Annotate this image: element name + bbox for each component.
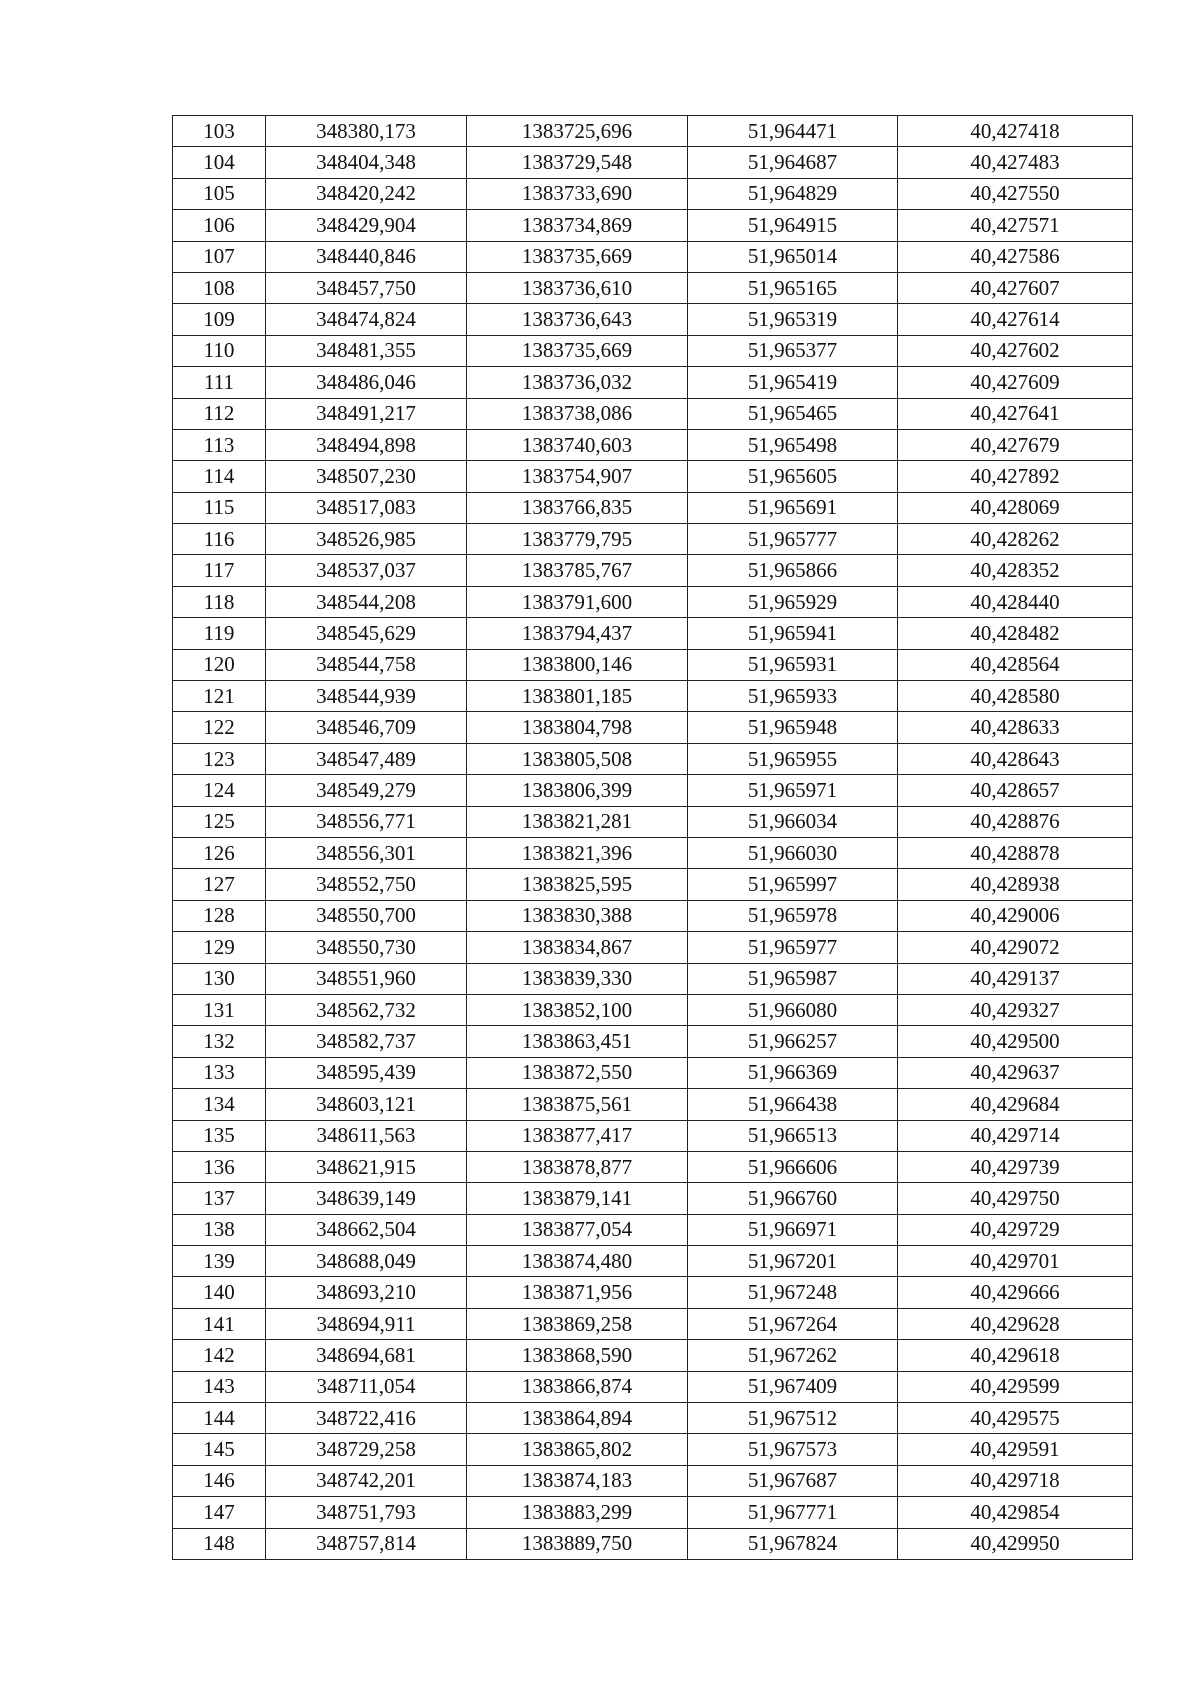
x-coordinate-cell: 348693,210 — [266, 1277, 467, 1308]
latitude-cell: 51,965319 — [688, 304, 898, 335]
y-coordinate-cell: 1383865,802 — [467, 1434, 688, 1465]
table-row — [173, 1120, 1133, 1151]
x-coordinate-cell: 348562,732 — [266, 994, 467, 1025]
table-row — [173, 1371, 1133, 1402]
y-coordinate-cell: 1383785,767 — [467, 555, 688, 586]
y-coordinate-cell: 1383779,795 — [467, 524, 688, 555]
longitude-cell: 40,429327 — [898, 994, 1133, 1025]
point-number-cell: 112 — [173, 398, 266, 429]
latitude-cell: 51,966369 — [688, 1057, 898, 1088]
x-coordinate-cell: 348481,355 — [266, 335, 467, 366]
longitude-cell: 40,427586 — [898, 241, 1133, 272]
point-number-cell: 117 — [173, 555, 266, 586]
longitude-cell: 40,429950 — [898, 1528, 1133, 1559]
y-coordinate-cell: 1383736,643 — [467, 304, 688, 335]
latitude-cell: 51,965929 — [688, 586, 898, 617]
latitude-cell: 51,967409 — [688, 1371, 898, 1402]
y-coordinate-cell: 1383825,595 — [467, 869, 688, 900]
x-coordinate-cell: 348662,504 — [266, 1214, 467, 1245]
latitude-cell: 51,967201 — [688, 1246, 898, 1277]
x-coordinate-cell: 348544,939 — [266, 681, 467, 712]
table-row — [173, 1434, 1133, 1465]
table-row — [173, 618, 1133, 649]
latitude-cell: 51,965948 — [688, 712, 898, 743]
point-number-cell: 141 — [173, 1308, 266, 1339]
longitude-cell: 40,429575 — [898, 1403, 1133, 1434]
y-coordinate-cell: 1383729,548 — [467, 147, 688, 178]
latitude-cell: 51,965777 — [688, 524, 898, 555]
latitude-cell: 51,965419 — [688, 367, 898, 398]
table-row — [173, 1057, 1133, 1088]
point-number-cell: 103 — [173, 116, 266, 147]
longitude-cell: 40,429072 — [898, 932, 1133, 963]
point-number-cell: 135 — [173, 1120, 266, 1151]
table-row — [173, 775, 1133, 806]
x-coordinate-cell: 348486,046 — [266, 367, 467, 398]
point-number-cell: 127 — [173, 869, 266, 900]
point-number-cell: 138 — [173, 1214, 266, 1245]
longitude-cell: 40,427483 — [898, 147, 1133, 178]
point-number-cell: 111 — [173, 367, 266, 398]
latitude-cell: 51,965498 — [688, 429, 898, 460]
y-coordinate-cell: 1383804,798 — [467, 712, 688, 743]
latitude-cell: 51,964687 — [688, 147, 898, 178]
latitude-cell: 51,964829 — [688, 178, 898, 209]
y-coordinate-cell: 1383863,451 — [467, 1026, 688, 1057]
longitude-cell: 40,429729 — [898, 1214, 1133, 1245]
point-number-cell: 119 — [173, 618, 266, 649]
point-number-cell: 126 — [173, 837, 266, 868]
x-coordinate-cell: 348611,563 — [266, 1120, 467, 1151]
table-row — [173, 1183, 1133, 1214]
latitude-cell: 51,965987 — [688, 963, 898, 994]
longitude-cell: 40,429628 — [898, 1308, 1133, 1339]
y-coordinate-cell: 1383725,696 — [467, 116, 688, 147]
longitude-cell: 40,428657 — [898, 775, 1133, 806]
table-row — [173, 555, 1133, 586]
table-row — [173, 869, 1133, 900]
latitude-cell: 51,966513 — [688, 1120, 898, 1151]
x-coordinate-cell: 348507,230 — [266, 461, 467, 492]
longitude-cell: 40,428564 — [898, 649, 1133, 680]
point-number-cell: 145 — [173, 1434, 266, 1465]
table-row — [173, 743, 1133, 774]
x-coordinate-cell: 348742,201 — [266, 1465, 467, 1496]
point-number-cell: 124 — [173, 775, 266, 806]
longitude-cell: 40,428938 — [898, 869, 1133, 900]
y-coordinate-cell: 1383736,032 — [467, 367, 688, 398]
y-coordinate-cell: 1383805,508 — [467, 743, 688, 774]
longitude-cell: 40,429714 — [898, 1120, 1133, 1151]
x-coordinate-cell: 348440,846 — [266, 241, 467, 272]
latitude-cell: 51,967771 — [688, 1497, 898, 1528]
x-coordinate-cell: 348688,049 — [266, 1246, 467, 1277]
point-number-cell: 114 — [173, 461, 266, 492]
x-coordinate-cell: 348757,814 — [266, 1528, 467, 1559]
point-number-cell: 136 — [173, 1151, 266, 1182]
y-coordinate-cell: 1383735,669 — [467, 335, 688, 366]
latitude-cell: 51,965997 — [688, 869, 898, 900]
longitude-cell: 40,427892 — [898, 461, 1133, 492]
y-coordinate-cell: 1383766,835 — [467, 492, 688, 523]
longitude-cell: 40,427571 — [898, 210, 1133, 241]
x-coordinate-cell: 348544,208 — [266, 586, 467, 617]
x-coordinate-cell: 348550,730 — [266, 932, 467, 963]
x-coordinate-cell: 348621,915 — [266, 1151, 467, 1182]
longitude-cell: 40,428352 — [898, 555, 1133, 586]
longitude-cell: 40,427609 — [898, 367, 1133, 398]
longitude-cell: 40,427614 — [898, 304, 1133, 335]
point-number-cell: 120 — [173, 649, 266, 680]
point-number-cell: 144 — [173, 1403, 266, 1434]
y-coordinate-cell: 1383875,561 — [467, 1089, 688, 1120]
x-coordinate-cell: 348556,771 — [266, 806, 467, 837]
table-row — [173, 1340, 1133, 1371]
longitude-cell: 40,429006 — [898, 900, 1133, 931]
y-coordinate-cell: 1383740,603 — [467, 429, 688, 460]
table-row — [173, 147, 1133, 178]
y-coordinate-cell: 1383874,480 — [467, 1246, 688, 1277]
x-coordinate-cell: 348545,629 — [266, 618, 467, 649]
longitude-cell: 40,427418 — [898, 116, 1133, 147]
point-number-cell: 115 — [173, 492, 266, 523]
point-number-cell: 104 — [173, 147, 266, 178]
longitude-cell: 40,429684 — [898, 1089, 1133, 1120]
table-row — [173, 1403, 1133, 1434]
table-row — [173, 1214, 1133, 1245]
y-coordinate-cell: 1383821,281 — [467, 806, 688, 837]
y-coordinate-cell: 1383871,956 — [467, 1277, 688, 1308]
table-row — [173, 272, 1133, 303]
point-number-cell: 134 — [173, 1089, 266, 1120]
point-number-cell: 125 — [173, 806, 266, 837]
x-coordinate-cell: 348552,750 — [266, 869, 467, 900]
point-number-cell: 139 — [173, 1246, 266, 1277]
point-number-cell: 123 — [173, 743, 266, 774]
y-coordinate-cell: 1383794,437 — [467, 618, 688, 649]
point-number-cell: 143 — [173, 1371, 266, 1402]
latitude-cell: 51,965014 — [688, 241, 898, 272]
point-number-cell: 113 — [173, 429, 266, 460]
coordinates-table — [172, 115, 1133, 1560]
latitude-cell: 51,965465 — [688, 398, 898, 429]
y-coordinate-cell: 1383889,750 — [467, 1528, 688, 1559]
longitude-cell: 40,429618 — [898, 1340, 1133, 1371]
y-coordinate-cell: 1383864,894 — [467, 1403, 688, 1434]
y-coordinate-cell: 1383735,669 — [467, 241, 688, 272]
longitude-cell: 40,428633 — [898, 712, 1133, 743]
latitude-cell: 51,966080 — [688, 994, 898, 1025]
longitude-cell: 40,428643 — [898, 743, 1133, 774]
latitude-cell: 51,965605 — [688, 461, 898, 492]
x-coordinate-cell: 348494,898 — [266, 429, 467, 460]
y-coordinate-cell: 1383754,907 — [467, 461, 688, 492]
table-row — [173, 335, 1133, 366]
latitude-cell: 51,967687 — [688, 1465, 898, 1496]
x-coordinate-cell: 348547,489 — [266, 743, 467, 774]
table-row — [173, 210, 1133, 241]
latitude-cell: 51,964915 — [688, 210, 898, 241]
latitude-cell: 51,966030 — [688, 837, 898, 868]
point-number-cell: 147 — [173, 1497, 266, 1528]
x-coordinate-cell: 348694,911 — [266, 1308, 467, 1339]
latitude-cell: 51,967573 — [688, 1434, 898, 1465]
x-coordinate-cell: 348544,758 — [266, 649, 467, 680]
table-row — [173, 932, 1133, 963]
x-coordinate-cell: 348551,960 — [266, 963, 467, 994]
table-row — [173, 994, 1133, 1025]
point-number-cell: 108 — [173, 272, 266, 303]
y-coordinate-cell: 1383868,590 — [467, 1340, 688, 1371]
x-coordinate-cell: 348556,301 — [266, 837, 467, 868]
point-number-cell: 122 — [173, 712, 266, 743]
table-row — [173, 1465, 1133, 1496]
longitude-cell: 40,427602 — [898, 335, 1133, 366]
x-coordinate-cell: 348457,750 — [266, 272, 467, 303]
latitude-cell: 51,965866 — [688, 555, 898, 586]
latitude-cell: 51,964471 — [688, 116, 898, 147]
table-row — [173, 1308, 1133, 1339]
latitude-cell: 51,967248 — [688, 1277, 898, 1308]
table-row — [173, 712, 1133, 743]
longitude-cell: 40,429739 — [898, 1151, 1133, 1182]
table-row — [173, 900, 1133, 931]
longitude-cell: 40,429137 — [898, 963, 1133, 994]
table-row — [173, 398, 1133, 429]
table-row — [173, 1246, 1133, 1277]
longitude-cell: 40,428440 — [898, 586, 1133, 617]
longitude-cell: 40,429599 — [898, 1371, 1133, 1402]
latitude-cell: 51,965933 — [688, 681, 898, 712]
x-coordinate-cell: 348550,700 — [266, 900, 467, 931]
x-coordinate-cell: 348429,904 — [266, 210, 467, 241]
longitude-cell: 40,427679 — [898, 429, 1133, 460]
point-number-cell: 131 — [173, 994, 266, 1025]
table-row — [173, 837, 1133, 868]
latitude-cell: 51,965977 — [688, 932, 898, 963]
x-coordinate-cell: 348711,054 — [266, 1371, 467, 1402]
latitude-cell: 51,966257 — [688, 1026, 898, 1057]
table-row — [173, 461, 1133, 492]
y-coordinate-cell: 1383879,141 — [467, 1183, 688, 1214]
longitude-cell: 40,428580 — [898, 681, 1133, 712]
y-coordinate-cell: 1383872,550 — [467, 1057, 688, 1088]
point-number-cell: 137 — [173, 1183, 266, 1214]
latitude-cell: 51,965931 — [688, 649, 898, 680]
table-row — [173, 1026, 1133, 1057]
y-coordinate-cell: 1383830,388 — [467, 900, 688, 931]
y-coordinate-cell: 1383866,874 — [467, 1371, 688, 1402]
x-coordinate-cell: 348380,173 — [266, 116, 467, 147]
table-row — [173, 806, 1133, 837]
x-coordinate-cell: 348420,242 — [266, 178, 467, 209]
point-number-cell: 133 — [173, 1057, 266, 1088]
point-number-cell: 118 — [173, 586, 266, 617]
latitude-cell: 51,965691 — [688, 492, 898, 523]
x-coordinate-cell: 348751,793 — [266, 1497, 467, 1528]
latitude-cell: 51,967264 — [688, 1308, 898, 1339]
y-coordinate-cell: 1383733,690 — [467, 178, 688, 209]
point-number-cell: 132 — [173, 1026, 266, 1057]
y-coordinate-cell: 1383834,867 — [467, 932, 688, 963]
x-coordinate-cell: 348526,985 — [266, 524, 467, 555]
table-row — [173, 1277, 1133, 1308]
point-number-cell: 105 — [173, 178, 266, 209]
point-number-cell: 116 — [173, 524, 266, 555]
table-row — [173, 304, 1133, 335]
x-coordinate-cell: 348491,217 — [266, 398, 467, 429]
x-coordinate-cell: 348595,439 — [266, 1057, 467, 1088]
longitude-cell: 40,429701 — [898, 1246, 1133, 1277]
x-coordinate-cell: 348729,258 — [266, 1434, 467, 1465]
y-coordinate-cell: 1383883,299 — [467, 1497, 688, 1528]
latitude-cell: 51,965165 — [688, 272, 898, 303]
x-coordinate-cell: 348404,348 — [266, 147, 467, 178]
table-row — [173, 492, 1133, 523]
longitude-cell: 40,429750 — [898, 1183, 1133, 1214]
table-row — [173, 367, 1133, 398]
x-coordinate-cell: 348537,037 — [266, 555, 467, 586]
table-row — [173, 586, 1133, 617]
table-row — [173, 524, 1133, 555]
longitude-cell: 40,428482 — [898, 618, 1133, 649]
latitude-cell: 51,965971 — [688, 775, 898, 806]
latitude-cell: 51,967262 — [688, 1340, 898, 1371]
table-row — [173, 178, 1133, 209]
latitude-cell: 51,965377 — [688, 335, 898, 366]
longitude-cell: 40,428876 — [898, 806, 1133, 837]
x-coordinate-cell: 348582,737 — [266, 1026, 467, 1057]
x-coordinate-cell: 348694,681 — [266, 1340, 467, 1371]
longitude-cell: 40,429637 — [898, 1057, 1133, 1088]
coordinates-table-body — [173, 116, 1133, 1560]
x-coordinate-cell: 348549,279 — [266, 775, 467, 806]
y-coordinate-cell: 1383839,330 — [467, 963, 688, 994]
latitude-cell: 51,965978 — [688, 900, 898, 931]
x-coordinate-cell: 348474,824 — [266, 304, 467, 335]
longitude-cell: 40,428878 — [898, 837, 1133, 868]
longitude-cell: 40,429591 — [898, 1434, 1133, 1465]
latitude-cell: 51,967824 — [688, 1528, 898, 1559]
latitude-cell: 51,966760 — [688, 1183, 898, 1214]
point-number-cell: 107 — [173, 241, 266, 272]
point-number-cell: 142 — [173, 1340, 266, 1371]
point-number-cell: 148 — [173, 1528, 266, 1559]
table-row — [173, 649, 1133, 680]
y-coordinate-cell: 1383801,185 — [467, 681, 688, 712]
longitude-cell: 40,429718 — [898, 1465, 1133, 1496]
x-coordinate-cell: 348603,121 — [266, 1089, 467, 1120]
y-coordinate-cell: 1383800,146 — [467, 649, 688, 680]
table-row — [173, 1528, 1133, 1559]
longitude-cell: 40,428069 — [898, 492, 1133, 523]
longitude-cell: 40,429666 — [898, 1277, 1133, 1308]
y-coordinate-cell: 1383869,258 — [467, 1308, 688, 1339]
point-number-cell: 140 — [173, 1277, 266, 1308]
y-coordinate-cell: 1383852,100 — [467, 994, 688, 1025]
longitude-cell: 40,427550 — [898, 178, 1133, 209]
y-coordinate-cell: 1383736,610 — [467, 272, 688, 303]
latitude-cell: 51,966034 — [688, 806, 898, 837]
y-coordinate-cell: 1383738,086 — [467, 398, 688, 429]
latitude-cell: 51,966606 — [688, 1151, 898, 1182]
y-coordinate-cell: 1383734,869 — [467, 210, 688, 241]
longitude-cell: 40,427641 — [898, 398, 1133, 429]
x-coordinate-cell: 348639,149 — [266, 1183, 467, 1214]
x-coordinate-cell: 348722,416 — [266, 1403, 467, 1434]
latitude-cell: 51,965941 — [688, 618, 898, 649]
y-coordinate-cell: 1383821,396 — [467, 837, 688, 868]
point-number-cell: 121 — [173, 681, 266, 712]
longitude-cell: 40,428262 — [898, 524, 1133, 555]
table-row — [173, 963, 1133, 994]
table-row — [173, 241, 1133, 272]
table-row — [173, 1151, 1133, 1182]
point-number-cell: 130 — [173, 963, 266, 994]
point-number-cell: 128 — [173, 900, 266, 931]
point-number-cell: 146 — [173, 1465, 266, 1496]
table-row — [173, 429, 1133, 460]
table-row — [173, 1089, 1133, 1120]
y-coordinate-cell: 1383878,877 — [467, 1151, 688, 1182]
table-row — [173, 681, 1133, 712]
point-number-cell: 129 — [173, 932, 266, 963]
table-row — [173, 116, 1133, 147]
y-coordinate-cell: 1383877,054 — [467, 1214, 688, 1245]
x-coordinate-cell: 348517,083 — [266, 492, 467, 523]
point-number-cell: 106 — [173, 210, 266, 241]
longitude-cell: 40,429854 — [898, 1497, 1133, 1528]
longitude-cell: 40,427607 — [898, 272, 1133, 303]
y-coordinate-cell: 1383806,399 — [467, 775, 688, 806]
y-coordinate-cell: 1383877,417 — [467, 1120, 688, 1151]
latitude-cell: 51,965955 — [688, 743, 898, 774]
y-coordinate-cell: 1383874,183 — [467, 1465, 688, 1496]
latitude-cell: 51,966971 — [688, 1214, 898, 1245]
x-coordinate-cell: 348546,709 — [266, 712, 467, 743]
point-number-cell: 110 — [173, 335, 266, 366]
table-row — [173, 1497, 1133, 1528]
longitude-cell: 40,429500 — [898, 1026, 1133, 1057]
latitude-cell: 51,967512 — [688, 1403, 898, 1434]
y-coordinate-cell: 1383791,600 — [467, 586, 688, 617]
latitude-cell: 51,966438 — [688, 1089, 898, 1120]
point-number-cell: 109 — [173, 304, 266, 335]
